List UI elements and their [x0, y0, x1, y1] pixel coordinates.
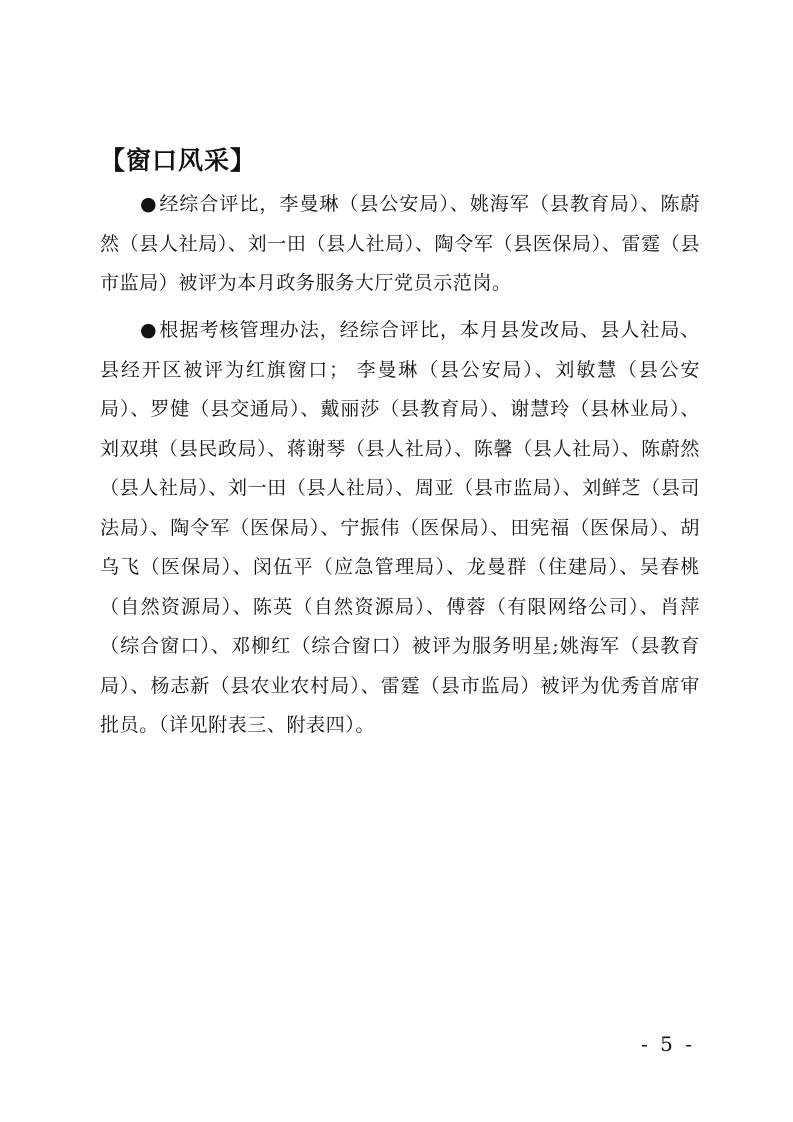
bullet-icon: ●: [140, 193, 158, 215]
bullet-icon: ●: [140, 319, 158, 341]
paragraph-party-member-awards: [100, 185, 700, 304]
page-number: - 5 -: [641, 1032, 695, 1056]
section-title: 【窗口风采】: [100, 146, 257, 175]
paragraph-service-star-awards: [100, 311, 700, 746]
paragraph-text: 根据考核管理办法，经综合评比，本月县发改局、县人社局、县经开区被评为红旗窗口； 李曼琳（县公安局）、刘敏慧（县公安局）、罗健（县交通局）、戴丽莎（县教育局）、谢慧玲（县林业局）、刘双琪（县民政局）、蒋谢琴（县人社局）、陈馨（县人社局）、陈蔚然（县人社局）、刘一田（县人社局）、周亚（县市监局）、刘鲜芝（县司法局）、陶令军（医保局）、宁振伟（医保局）、田宪福（医保局）、胡乌飞（医保局）、闵伍平（应急管理局）、龙曼群（住建局）、吴春桃（自然资源局）、陈英（自然资源局）、傅蓉（有限网络公司）、肖萍（综合窗口）、邓柳红（综合窗口）被评为服务明星;姚海军（县教育局）、杨志新（县农业农村局）、雷霆（县市监局）被评为优秀首席审批员。（详见附表三、附表四）。: [100, 319, 700, 736]
paragraph-text: 经综合评比，李曼琳（县公安局）、姚海军（县教育局）、陈蔚然（县人社局）、刘一田（县人社局）、陶令军（县医保局）、雷霆（县市监局）被评为本月政务服务大厅党员示范岗。: [100, 193, 700, 294]
